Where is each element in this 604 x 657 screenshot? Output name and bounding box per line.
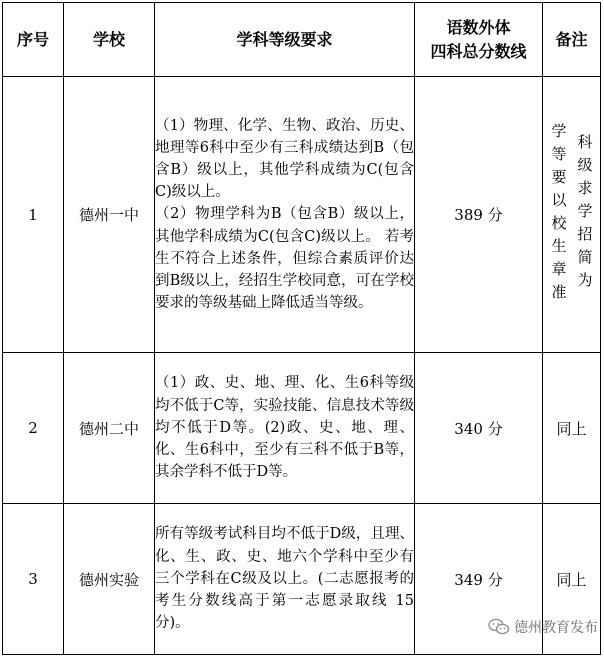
requirement-paragraph: （1）物理、化学、生物、政治、历史、地理等6科中至少有三科成绩达到B（包含B）级以上，其他学科成绩为C(包含C)级以上。	[155, 117, 414, 201]
row-requirement	[155, 77, 415, 353]
row-school: 德州实验	[64, 504, 155, 655]
header-school: 学校	[64, 3, 155, 77]
row-index: 1	[3, 77, 64, 353]
header-score-line1: 语数外体	[446, 17, 511, 37]
row-score: 389 分	[415, 77, 543, 353]
row-requirement	[155, 353, 415, 504]
row-school: 德州一中	[64, 77, 155, 353]
row-index: 3	[3, 504, 64, 655]
header-note: 备注	[543, 3, 601, 77]
header-requirement: 学科等级要求	[155, 3, 415, 77]
header-score-line2: 四科总分数线	[430, 41, 527, 61]
header-row	[3, 3, 601, 77]
admission-table	[2, 2, 601, 655]
requirement-paragraph: （2）物理学科为B（包含B）级以上，其他学科成绩为C(包含C)级以上。 若考生不符合上述条件，但综合素质评价达到B级以上，经招生学校同意，可在学校要求的等级基础上降低适当等级。	[155, 206, 414, 312]
wechat-icon	[488, 618, 510, 636]
note-column: 学等要以校生章准	[549, 122, 568, 307]
table-row	[3, 353, 601, 504]
row-note	[543, 77, 601, 353]
header-score	[415, 3, 543, 77]
note-column: 科级求学招简为	[575, 134, 594, 295]
requirement-paragraph: （1）政、史、地、理、化、生6科等级均不低于C等，实验技能、信息技术等级均不低于D等。(2)政、史、地、理、化、生6科中，至少有三科不低于B等，其余学科不低于D等。	[155, 375, 414, 481]
watermark-text: 德州教育发布	[514, 620, 598, 636]
watermark	[488, 617, 598, 637]
header-index: 序号	[3, 3, 64, 77]
table-row	[3, 77, 601, 353]
row-requirement	[155, 504, 415, 655]
row-note: 同上	[543, 504, 601, 655]
row-index: 2	[3, 353, 64, 504]
note-vertical-text	[543, 123, 600, 307]
requirement-paragraph: 所有等级考试科目均不低于D级，且理、化、生、政、史、地六个学科中至少有三个学科在C级及以上。(二志愿报考的考生分数线高于第一志愿录取线 15 分)。	[155, 526, 414, 632]
row-score: 340 分	[415, 353, 543, 504]
row-note: 同上	[543, 353, 601, 504]
row-school: 德州二中	[64, 353, 155, 504]
row-score: 349 分	[415, 504, 543, 655]
